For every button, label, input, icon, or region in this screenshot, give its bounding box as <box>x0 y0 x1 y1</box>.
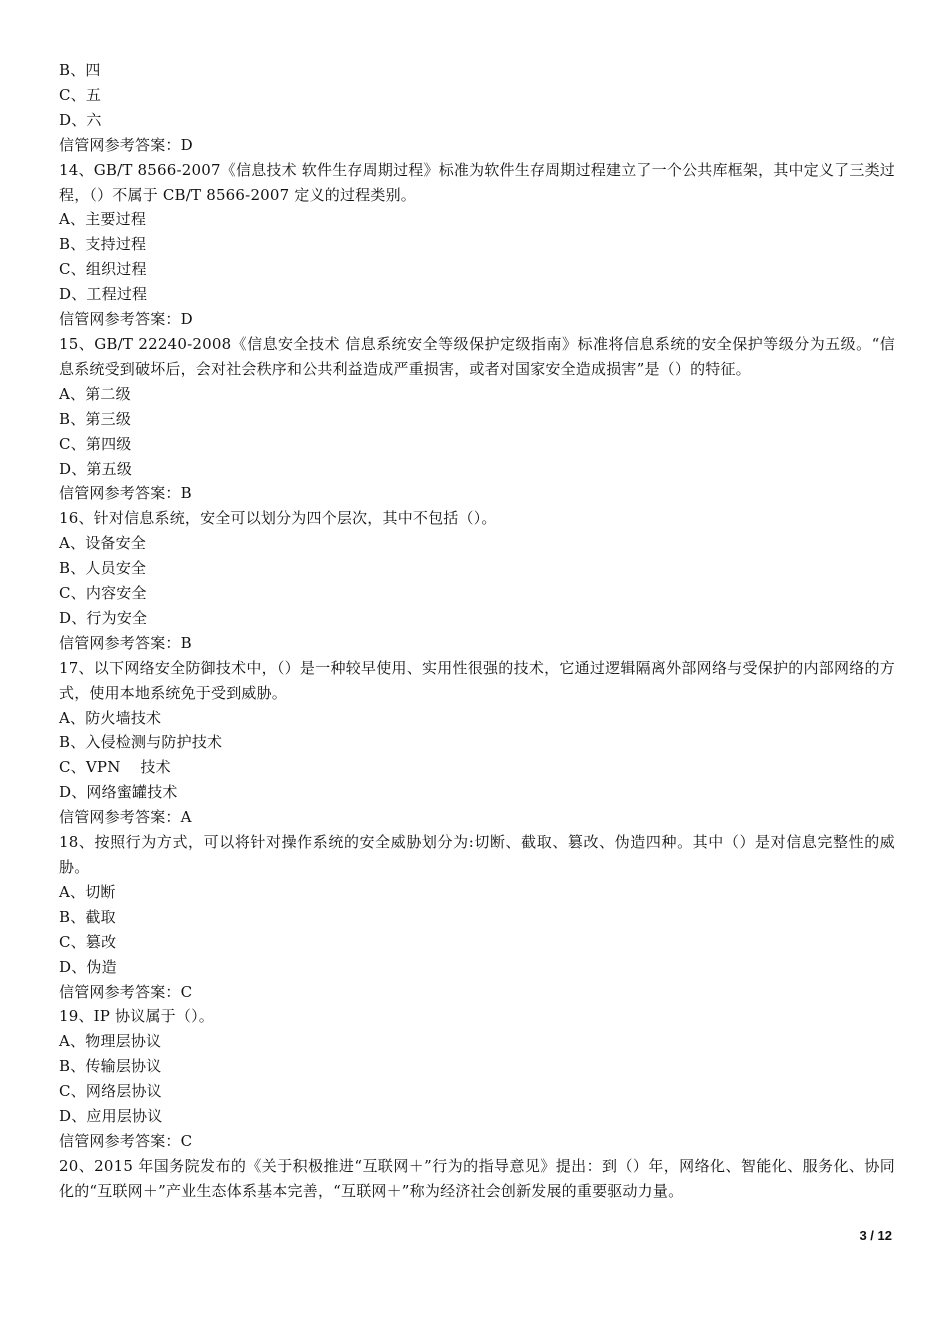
question-text: 19、IP 协议属于（）。 <box>59 1007 214 1026</box>
question-text: 16、针对信息系统，安全可以划分为四个层次，其中不包括（）。 <box>59 509 497 528</box>
reference-answer: 信管网参考答案：C <box>59 982 193 1001</box>
question-text: 18、按照行为方式，可以将针对操作系统的安全威胁划分为:切断、截取、篡改、伪造四种。其中（）是对信息完整性的威胁。 <box>59 833 895 876</box>
answer-option: B、四 <box>59 61 101 79</box>
answer-option: D、行为安全 <box>59 608 148 627</box>
document-body <box>59 58 895 1204</box>
answer-option: D、六 <box>59 110 102 129</box>
reference-answer: 信管网参考答案：B <box>59 633 192 652</box>
question-text: 20、2015 年国务院发布的《关于积极推进“互联网＋”行为的指导意见》提出：到（）年，网络化、智能化、服务化、协同化的“互联网＋”产业生态体系基本完善，“互联网＋”称为经济社会创新发展的重要驱动力量。 <box>59 1156 895 1200</box>
answer-option: A、主要过程 <box>59 210 147 229</box>
answer-option: D、网络蜜罐技术 <box>59 783 178 802</box>
reference-answer: 信管网参考答案：C <box>59 1131 193 1150</box>
answer-option: B、截取 <box>59 907 116 926</box>
answer-option: B、支持过程 <box>59 235 147 254</box>
answer-option: B、第三级 <box>59 409 132 428</box>
reference-answer: 信管网参考答案：A <box>59 808 192 827</box>
page-number: 3 / 12 <box>859 1228 892 1243</box>
answer-option: A、防火墙技术 <box>59 708 162 727</box>
answer-option: D、工程过程 <box>59 285 148 304</box>
answer-option: C、内容安全 <box>59 584 147 603</box>
answer-option: A、物理层协议 <box>59 1032 162 1051</box>
answer-option: D、应用层协议 <box>59 1107 163 1126</box>
answer-option: C、网络层协议 <box>59 1082 162 1101</box>
answer-option: C、VPN 技术 <box>59 758 171 777</box>
answer-option: C、篡改 <box>59 932 117 951</box>
answer-option: C、组织过程 <box>59 260 147 279</box>
reference-answer: 信管网参考答案：D <box>59 310 193 329</box>
answer-option: D、伪造 <box>59 957 117 976</box>
answer-option: B、传输层协议 <box>59 1057 162 1076</box>
question-text: 14、GB/T 8566-2007《信息技术 软件生存周期过程》标准为软件生存周期过程建立了一个公共库框架，其中定义了三类过程，（）不属于 CB/T 8566-2007 定义的过程类别。 <box>59 160 895 204</box>
question-text: 15、GB/T 22240-2008《信息安全技术 信息系统安全等级保护定级指南》标准将信息系统的安全保护等级分为五级。“信息系统受到破坏后，会对社会秩序和公共利益造成严重损害，或者对国家安全造成损害”是（）的特征。 <box>59 334 895 378</box>
answer-option: B、人员安全 <box>59 559 147 578</box>
reference-answer: 信管网参考答案：D <box>59 135 193 154</box>
answer-option: B、入侵检测与防护技术 <box>59 733 223 752</box>
answer-option: D、第五级 <box>59 459 133 478</box>
answer-option: A、设备安全 <box>59 534 147 553</box>
answer-option: A、切断 <box>59 882 116 901</box>
answer-option: A、第二级 <box>59 384 131 403</box>
reference-answer: 信管网参考答案：B <box>59 484 192 503</box>
answer-option: C、五 <box>59 85 102 104</box>
question-text: 17、以下网络安全防御技术中，（）是一种较早使用、实用性很强的技术，它通过逻辑隔离外部网络与受保护的内部网络的方式，使用本地系统免于受到威胁。 <box>59 658 895 702</box>
answer-option: C、第四级 <box>59 434 132 453</box>
